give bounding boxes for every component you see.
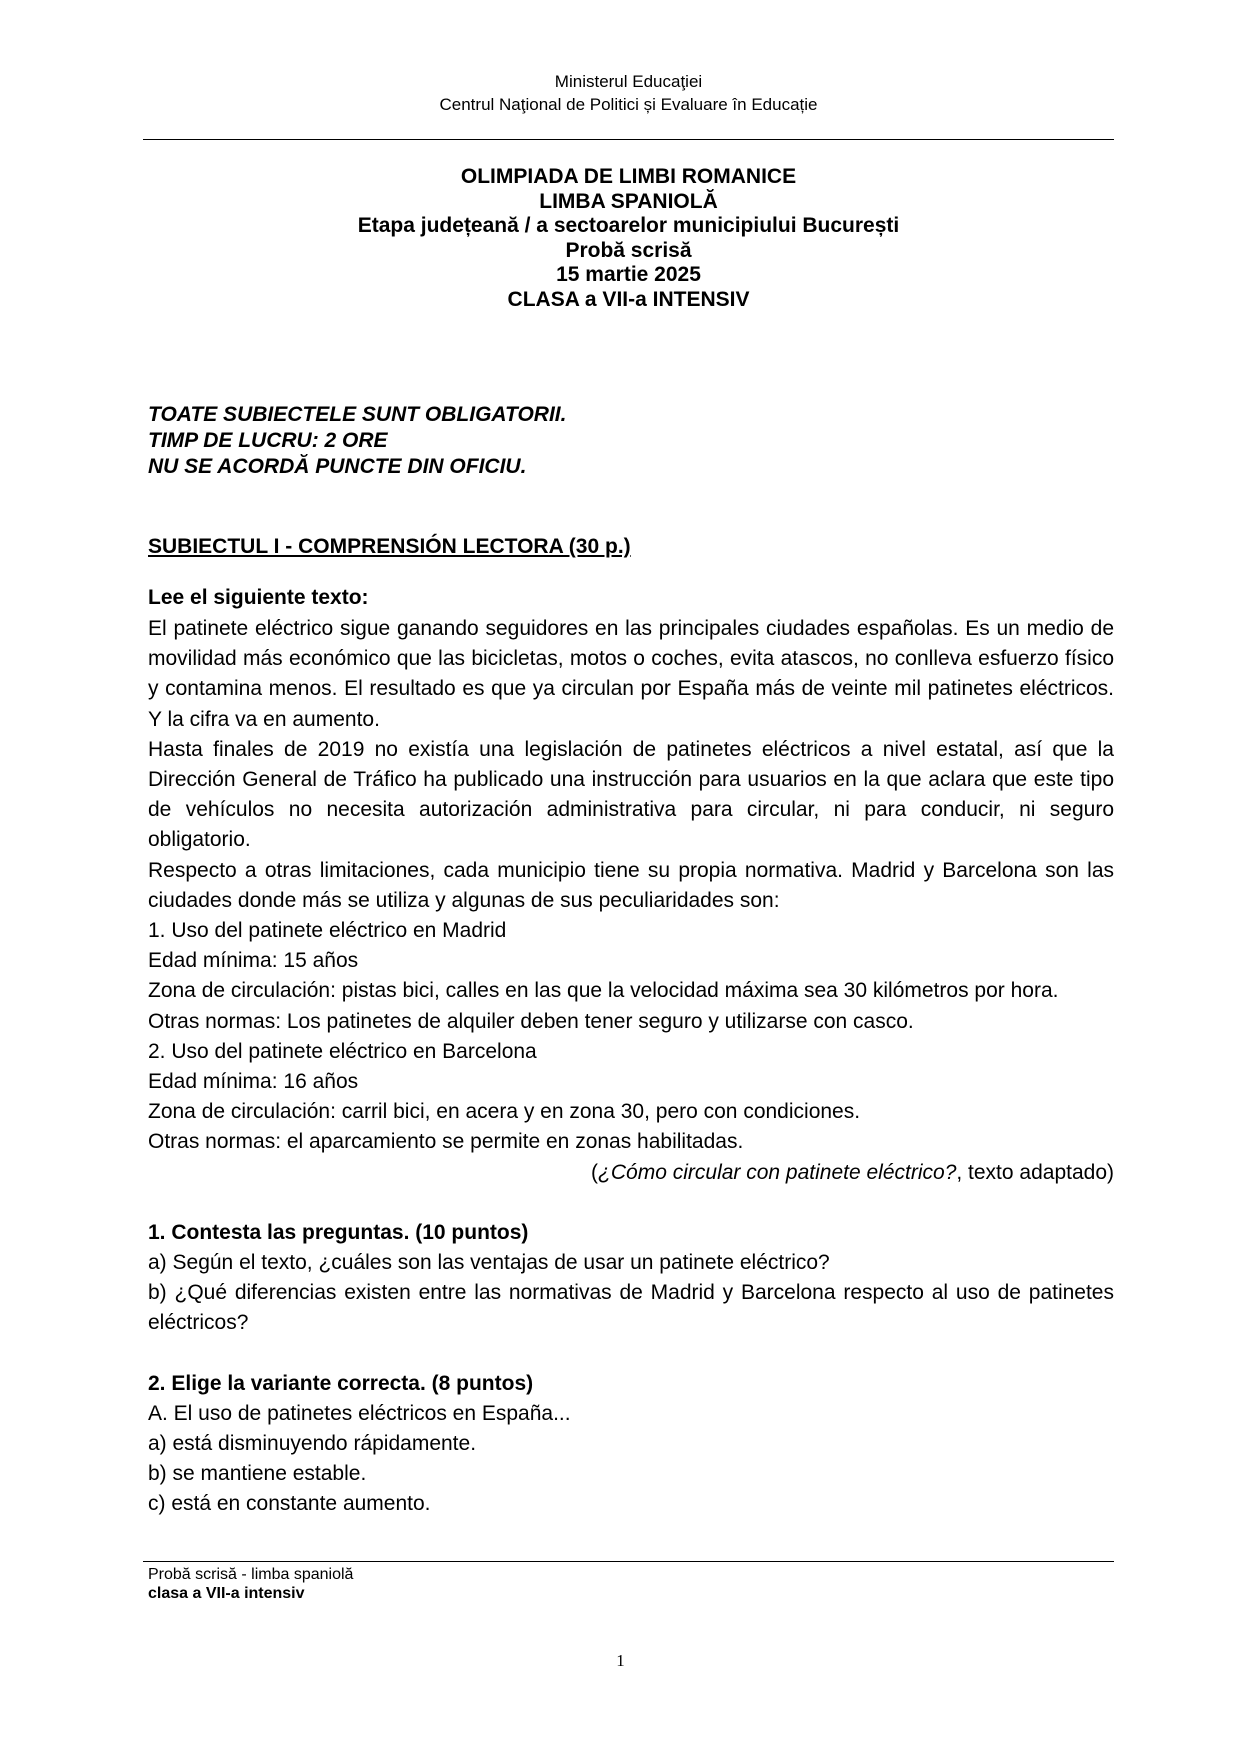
page-number: 1 xyxy=(616,1651,625,1670)
madrid-age: Edad mínima: 15 años xyxy=(148,949,359,973)
instructions xyxy=(148,402,566,480)
page-header xyxy=(143,70,1114,116)
footer-exam: Probă scrisă - limba spaniolă xyxy=(148,1566,354,1583)
madrid-rules: Otras normas: Los patinetes de alquiler deben tener seguro y utilizarse con casco. xyxy=(148,1009,914,1033)
exam-date: 15 martie 2025 xyxy=(556,263,701,286)
option-a: a) está disminuyendo rápidamente. xyxy=(148,1432,477,1456)
page-footer xyxy=(148,1565,353,1603)
ministry-name: Ministerul Educaţiei xyxy=(554,72,703,91)
source-open: ( xyxy=(591,1160,599,1184)
instruction-points: NU SE ACORDĂ PUNCTE DIN OFICIU. xyxy=(148,455,527,478)
reading-intro: Lee el siguiente texto: xyxy=(148,586,369,609)
madrid-zone: Zona de circulación: pistas bici, calles en las que la velocidad máxima sea 30 kilómetros por hora. xyxy=(148,979,1059,1003)
exam-type: Probă scrisă xyxy=(565,238,692,262)
question-1b: b) ¿Qué diferencias existen entre las normativas de Madrid y Barcelona respecto al uso de patinetes eléctricos? xyxy=(148,1281,1114,1335)
class-title: CLASA a VII-a INTENSIV xyxy=(507,287,750,311)
footer-divider xyxy=(143,1561,1114,1562)
header-divider xyxy=(143,139,1114,140)
question-1-heading: 1. Contesta las preguntas. (10 puntos) xyxy=(148,1220,529,1244)
footer-class: clasa a VII-a intensiv xyxy=(148,1585,305,1602)
option-c: c) está en constante aumento. xyxy=(148,1492,431,1516)
instruction-mandatory: TOATE SUBIECTELE SUNT OBLIGATORII. xyxy=(148,403,567,426)
reading-section xyxy=(148,585,1114,1520)
question-1a: a) Según el texto, ¿cuáles son las ventajas de usar un patinete eléctrico? xyxy=(148,1251,830,1275)
question-2 xyxy=(148,1369,1114,1520)
language-title: LIMBA SPANIOLĂ xyxy=(539,189,718,213)
center-name: Centrul Naţional de Politici și Evaluare în Educație xyxy=(439,95,818,114)
barcelona-rules: Otras normas: el aparcamiento se permite en zonas habilitadas. xyxy=(148,1130,744,1154)
instruction-time: TIMP DE LUCRU: 2 ORE xyxy=(148,429,388,452)
option-b: b) se mantiene estable. xyxy=(148,1462,367,1486)
question-2-prompt: A. El uso de patinetes eléctricos en España... xyxy=(148,1401,571,1425)
source-title: ¿Cómo circular con patinete eléctrico? xyxy=(598,1160,957,1184)
reading-paragraph-2: Hasta finales de 2019 no existía una legislación de patinetes eléctricos a nivel estatal, así que la Dirección General de Tráfico ha publicado una instrucción para usuarios en la que aclara que este tipo de vehículos no necesita autorización administrativa para circular, ni para conducir, ni seguro obligatorio. xyxy=(148,737,1114,852)
barcelona-title: 2. Uso del patinete eléctrico en Barcelona xyxy=(148,1039,537,1063)
olympiad-title: OLIMPIADA DE LIMBI ROMANICE xyxy=(460,165,797,188)
reading-paragraph-1: El patinete eléctrico sigue ganando seguidores en las principales ciudades españolas. Es un medio de movilidad más económico que las bicicletas, motos o coches, evita atascos, no conlleva esfuerzo físico y contamina menos. El resultado es que ya circulan por España más de veinte mil patinetes eléctricos. Y la cifra va en aumento. xyxy=(148,617,1114,731)
barcelona-zone: Zona de circulación: carril bici, en acera y en zona 30, pero con condiciones. xyxy=(148,1100,861,1124)
reading-paragraph-3: Respecto a otras limitaciones, cada municipio tiene su propia normativa. Madrid y Barcelona son las ciudades donde más se utiliza y algunas de sus peculiaridades son: xyxy=(148,858,1114,912)
section-heading: SUBIECTUL I - COMPRENSIÓN LECTORA (30 p.) xyxy=(148,535,631,558)
title-block xyxy=(143,165,1114,312)
source-rest: , texto adaptado) xyxy=(956,1160,1114,1184)
madrid-title: 1. Uso del patinete eléctrico en Madrid xyxy=(148,919,507,943)
barcelona-age: Edad mínima: 16 años xyxy=(148,1070,359,1094)
stage-title: Etapa județeană / a sectoarelor municipiului București xyxy=(357,214,900,237)
question-2-heading: 2. Elige la variante correcta. (8 puntos) xyxy=(148,1371,534,1395)
text-source xyxy=(148,1158,1114,1188)
question-1 xyxy=(148,1218,1114,1339)
